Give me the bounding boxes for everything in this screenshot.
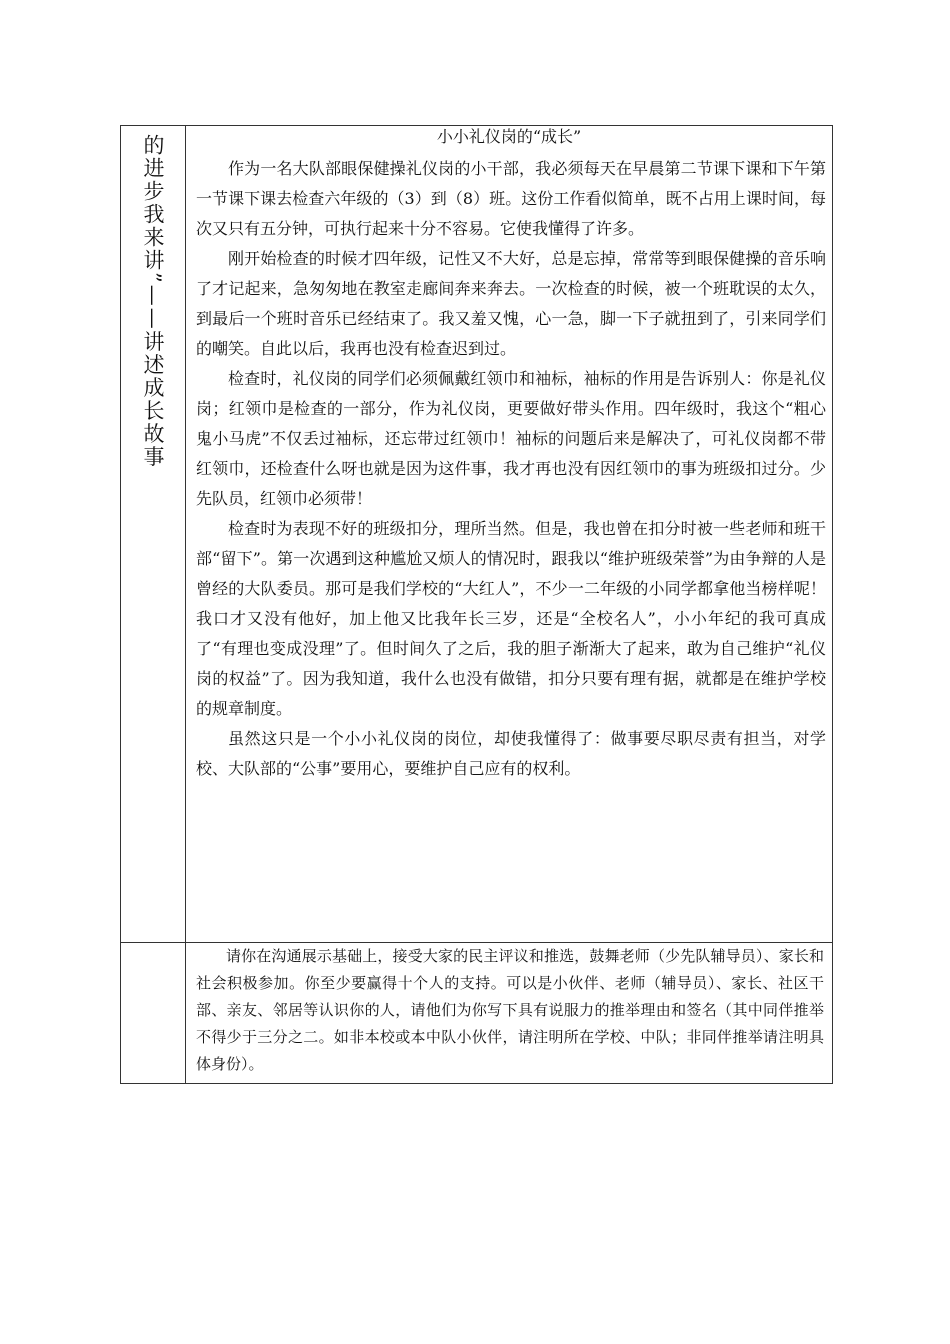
side-label-cell xyxy=(121,126,186,943)
side-label: 的进步我来讲”——讲述成长故事 xyxy=(141,134,165,469)
story-cell xyxy=(186,126,833,943)
story-paragraph: 刚开始检查的时候才四年级，记性又不大好，总是忘掉，常常等到眼保健操的音乐响了才记起来，急匆匆地在教室走廊间奔来奔去。一次检查的时候，被一个班耽误的太久，到最后一个班时音乐已经结束了。我又羞又愧，心一急，脚一下子就扭到了，引来同学们的嘲笑。自此以后，我再也没有检查迟到过。 xyxy=(196,249,826,358)
story-row xyxy=(121,126,833,943)
story-paragraph: 检查时，礼仪岗的同学们必须佩戴红领巾和袖标，袖标的作用是告诉别人：你是礼仪岗；红领巾是检查的一部分，作为礼仪岗，更要做好带头作用。四年级时，我这个“粗心鬼小马虎”不仅丢过袖标，还忘带过红领巾！袖标的问题后来是解决了，可礼仪岗都不带红领巾，还检查什么呀也就是因为这件事，我才再也没有因红领巾的事为班级扣过分。少先队员，红领巾必须带！ xyxy=(196,369,826,508)
recommend-row xyxy=(121,943,833,1084)
story-title: 小小礼仪岗的“成长” xyxy=(436,127,582,146)
story-paragraph: 检查时为表现不好的班级扣分，理所当然。但是，我也曾在扣分时被一些老师和班干部“留下”。第一次遇到这种尴尬又烦人的情况时，跟我以“维护班级荣誉”为由争辩的人是曾经的大队委员。那可是我们学校的“大红人”，不少一二年级的小同学都拿他当榜样呢！我口才又没有他好，加上他又比我年长三岁，还是“全校名人”，小小年纪的我可真成了“有理也变成没理”了。但时间久了之后，我的胆子渐渐大了起来，敢为自己维护“礼仪岗的权益”了。因为我知道，我什么也没有做错，扣分只要有理有据，就都是在维护学校的规章制度。 xyxy=(196,519,826,718)
recommend-cell xyxy=(186,943,833,1084)
story-form-table xyxy=(120,125,833,1084)
story-paragraph: 作为一名大队部眼保健操礼仪岗的小干部，我必须每天在早晨第二节课下课和下午第一节课下课去检查六年级的（3）到（8）班。这份工作看似简单，既不占用上课时间，每次又只有五分钟，可执行起来十分不容易。它使我懂得了许多。 xyxy=(196,159,826,238)
recommend-side-cell xyxy=(121,943,186,1084)
recommend-instructions: 请你在沟通展示基础上，接受大家的民主评议和推选，鼓舞老师（少先队辅导员）、家长和社会积极参加。你至少要赢得十个人的支持。可以是小伙伴、老师（辅导员）、家长、社区干部、亲友、邻居等认识你的人，请他们为你写下具有说服力的推举理由和签名（其中同伴推举不得少于三分之二。如非本校或本中队小伙伴，请注明所在学校、中队；非同伴推举请注明具体身份）。 xyxy=(196,947,824,1073)
story-paragraph: 虽然这只是一个小小礼仪岗的岗位，却使我懂得了：做事要尽职尽责有担当，对学校、大队部的“公事”要用心，要维护自己应有的权利。 xyxy=(196,729,826,778)
